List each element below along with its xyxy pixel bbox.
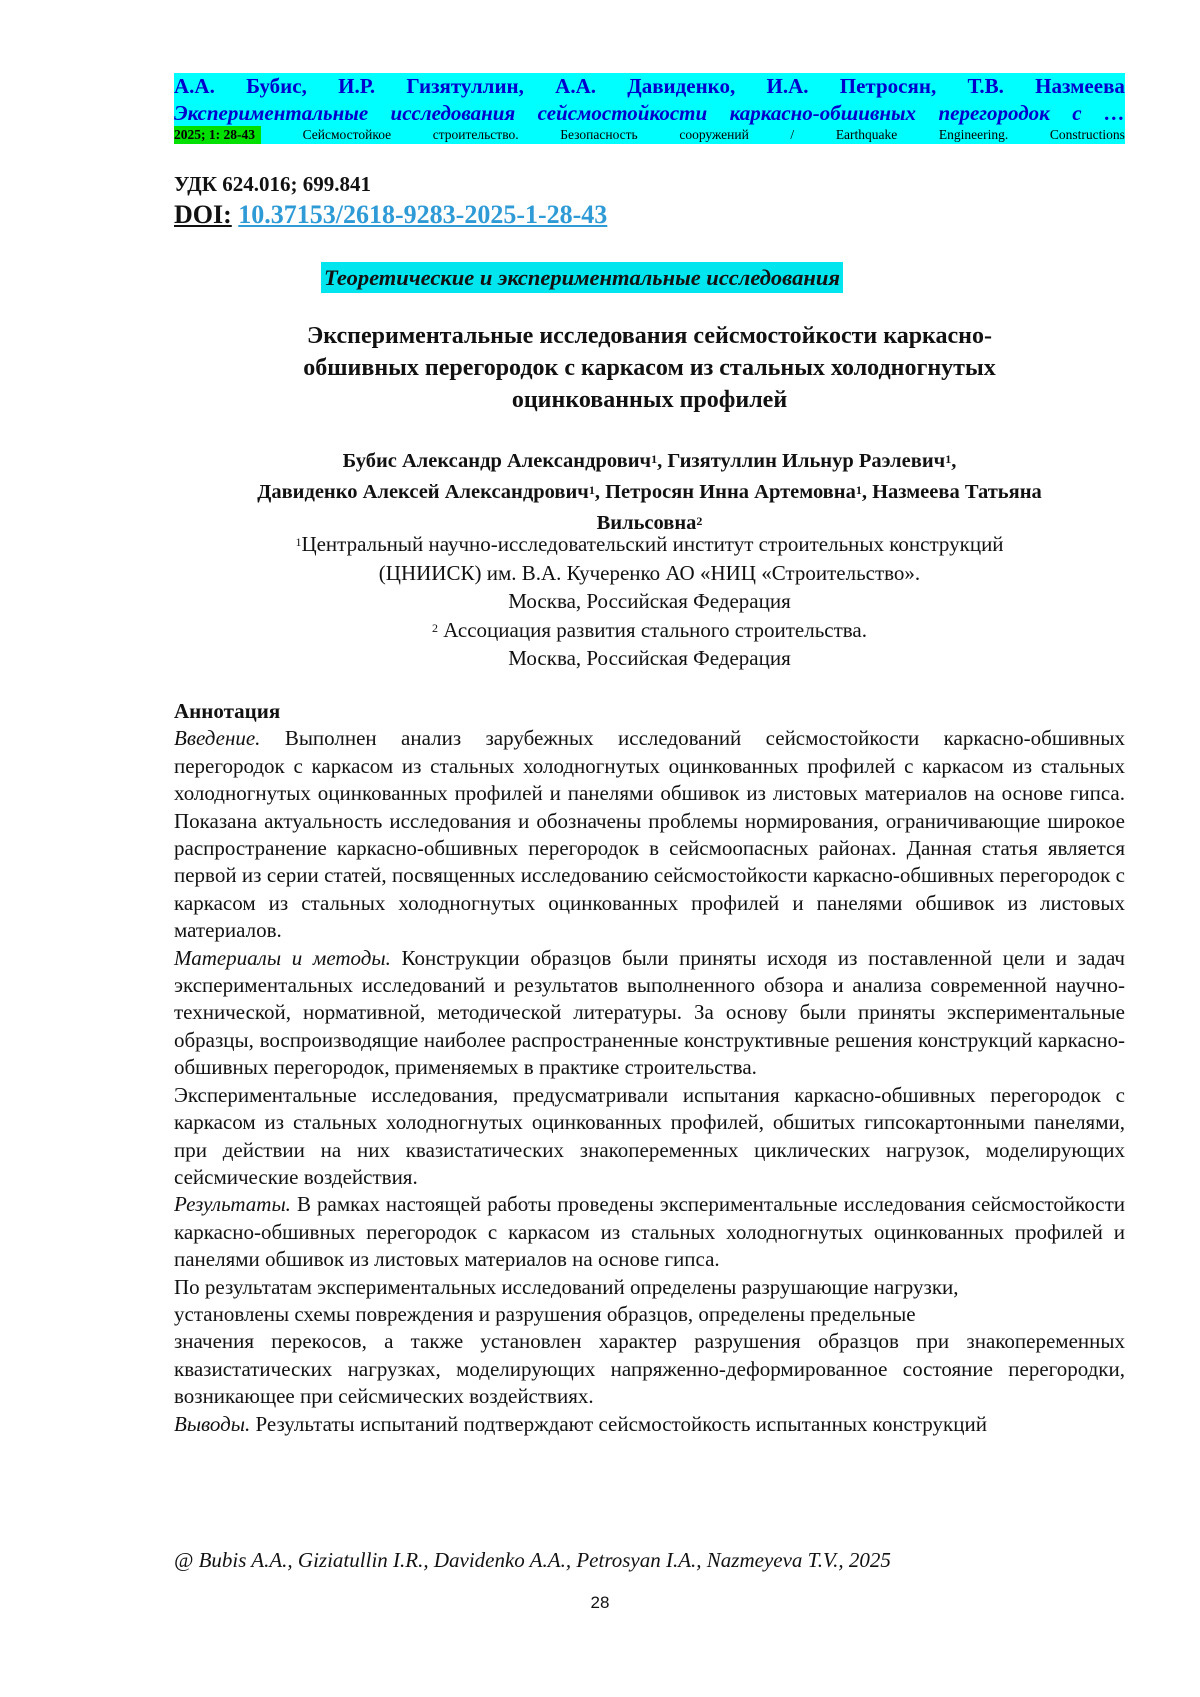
udk-code: УДК 624.016; 699.841 [174,172,371,196]
running-header-journal [174,126,1125,144]
doi [174,200,607,230]
doi-label: DOI: [174,200,232,229]
running-header-word: Сейсмостойкое [302,127,392,142]
running-header-word: Давиденко, [627,74,736,98]
abstract-conclusions: Выводы. Результаты испытаний подтверждают сейсмостойкость испытанных конструкций [174,1411,987,1436]
affiliation-mark: 1 [651,452,658,466]
abstract-results-line: значения перекосов, а также установлен характер разрушения образцов при знакопеременных квазистатических нагрузках, моделирующих напряженно-деформированное состояние перегородки, возникающее при сейсмических воздействиях. [174,1329,1125,1409]
running-header-word: Экспериментальные [174,101,369,125]
running-header-title [174,100,1125,126]
abstract-methods: Материалы и методы. Конструкции образцов были приняты исходя из поставленной цели и задач экспериментальных исследований и результатов выполненного обзора и анализа современной научно-технической, нормативной, методической литературы. За основу были приняты экспериментальные образцы, воспроизводящие наиболее распространенные конструктивные решения конструкций каркасно-обшивных перегородок, применяемых в практике строительства. [174,945,1125,1080]
page-number: 28 [590,1593,610,1612]
affiliation-1-city: Москва, Российская Федерация [508,589,791,613]
article-title [174,320,1125,416]
running-header-word: Гизятуллин, [406,74,524,98]
running-header-authors [174,73,1125,100]
running-header-word: Бубис, [246,74,307,98]
affiliations [174,530,1125,673]
author-name: Гизятуллин Ильнур Раэлевич [667,450,946,472]
affiliation-2-city: Москва, Российская Федерация [508,646,791,670]
running-header-word: Constructions [1049,127,1125,142]
author-list: Бубис Александр Александрович$^1$, Гизятуллин Ильнур Раэлевич$^1$, Давиденко Алексей Александрович$^1$, Петросян Инна Артемовна$^1$, Назмеева Татьяна Вильсовна$^2$ [257,450,1042,534]
affiliation-1-line2: (ЦНИИСК) им. В.А. Кучеренко АО «НИЦ «Строительство». [378,560,921,585]
running-header-word: Т.В. [967,74,1004,98]
affiliation-mark: 1 [855,483,862,497]
abstract-results: Результаты. В рамках настоящей работы проведены экспериментальные исследования сейсмостойкости каркасно-обшивных перегородок с каркасом из стальных холодногнутых оцинкованных профилей и панелями обшивок из листовых материалов на основе гипса. [174,1192,1125,1272]
abstract-results-line: По результатам экспериментальных исследований определены разрушающие нагрузки, [174,1274,959,1299]
abstract [174,698,1125,1438]
running-header-word: сооружений [679,127,749,142]
running-header-word: Безопасность [560,127,638,142]
running-header-word: сейсмостойкости [537,101,708,125]
abstract-experiments: Экспериментальные исследования, предусматривали испытания каркасно-обшивных перегородок с каркасом из стальных холодногнутых оцинкованных профилей, обшитых гипсокартонными панелями, при действии на них квазистатических знакопеременных циклических нагрузок, моделирующих сейсмические воздействия. [174,1082,1125,1189]
affiliation-mark: 1 [588,483,595,497]
author-name: Назмеева Татьяна [872,481,1042,503]
running-header-word: Engineering. [938,127,1009,142]
title-line: обшивных перегородок с каркасом из стальных холодногнутых [303,355,996,381]
affiliation-mark: 2 [696,514,703,528]
running-header-word: … [1103,101,1125,125]
affiliation-mark: 1 [945,452,952,466]
abstract-introduction: Введение. Выполнен анализ зарубежных исследований сейсмостойкости каркасно-обшивных перегородок с каркасом из стальных холодногнутых оцинкованных профилей с каркасом из стальных холодногнутых оцинкованных профилей и панелями обшивок из листовых материалов на основе гипса. Показана актуальность исследования и обозначены проблемы нормирования, ограничивающие широкое распространение каркасно-обшивных перегородок в сейсмоопасных районах. Данная статья является первой из серии статей, посвященных исследованию сейсмостойкости каркасно-обшивных перегородок с каркасом из стальных холодногнутых оцинкованных профилей и панелями обшивок из листовых материалов. [174,726,1125,943]
running-header-word: И.Р. [338,74,376,98]
running-header-word: исследования [390,101,516,125]
affiliation-1: $^1$Центральный научно-исследовательский институт строительных конструкций [295,532,1004,556]
issue-badge: 2025; 1: 28-43 [174,126,261,144]
running-header-word: А.А. [555,74,596,98]
title-line: Экспериментальные исследования сейсмостойкости каркасно- [307,323,992,349]
running-header-word: Earthquake [835,127,898,142]
author-name: Вильсовна [596,512,697,534]
affiliation-2: $^2$ Ассоциация развития стального строительства. [432,617,867,642]
title-line: оцинкованных профилей [511,387,788,413]
running-header-word: А.А. [174,74,215,98]
author-name: Петросян Инна Артемовна [605,481,856,503]
running-header-word: перегородок [938,101,1050,125]
running-header-word: И.А. [766,74,809,98]
running-header-word: / [790,127,795,142]
doi-link[interactable]: 10.37153/2618-9283-2025-1-28-43 [238,200,608,229]
section-label: Теоретические и экспериментальные исследования [321,262,843,293]
abstract-heading: Аннотация [174,699,281,723]
author-name: Бубис Александр Александрович [342,450,652,472]
copyright-footer: @ Bubis A.A., Giziatullin I.R., Davidenko A.A., Petrosyan I.A., Nazmeyeva T.V., 2025 [174,1548,891,1572]
running-header-word: строительство. [432,127,519,142]
author-name: Давиденко Алексей Александрович [257,481,589,503]
running-header-word: Назмеева [1035,74,1125,98]
abstract-results-line: установлены схемы повреждения и разрушения образцов, определены предельные [174,1301,916,1326]
running-header-word: Петросян, [839,74,937,98]
running-header-word: каркасно-обшивных [729,101,917,125]
running-header-word: с [1072,101,1082,125]
